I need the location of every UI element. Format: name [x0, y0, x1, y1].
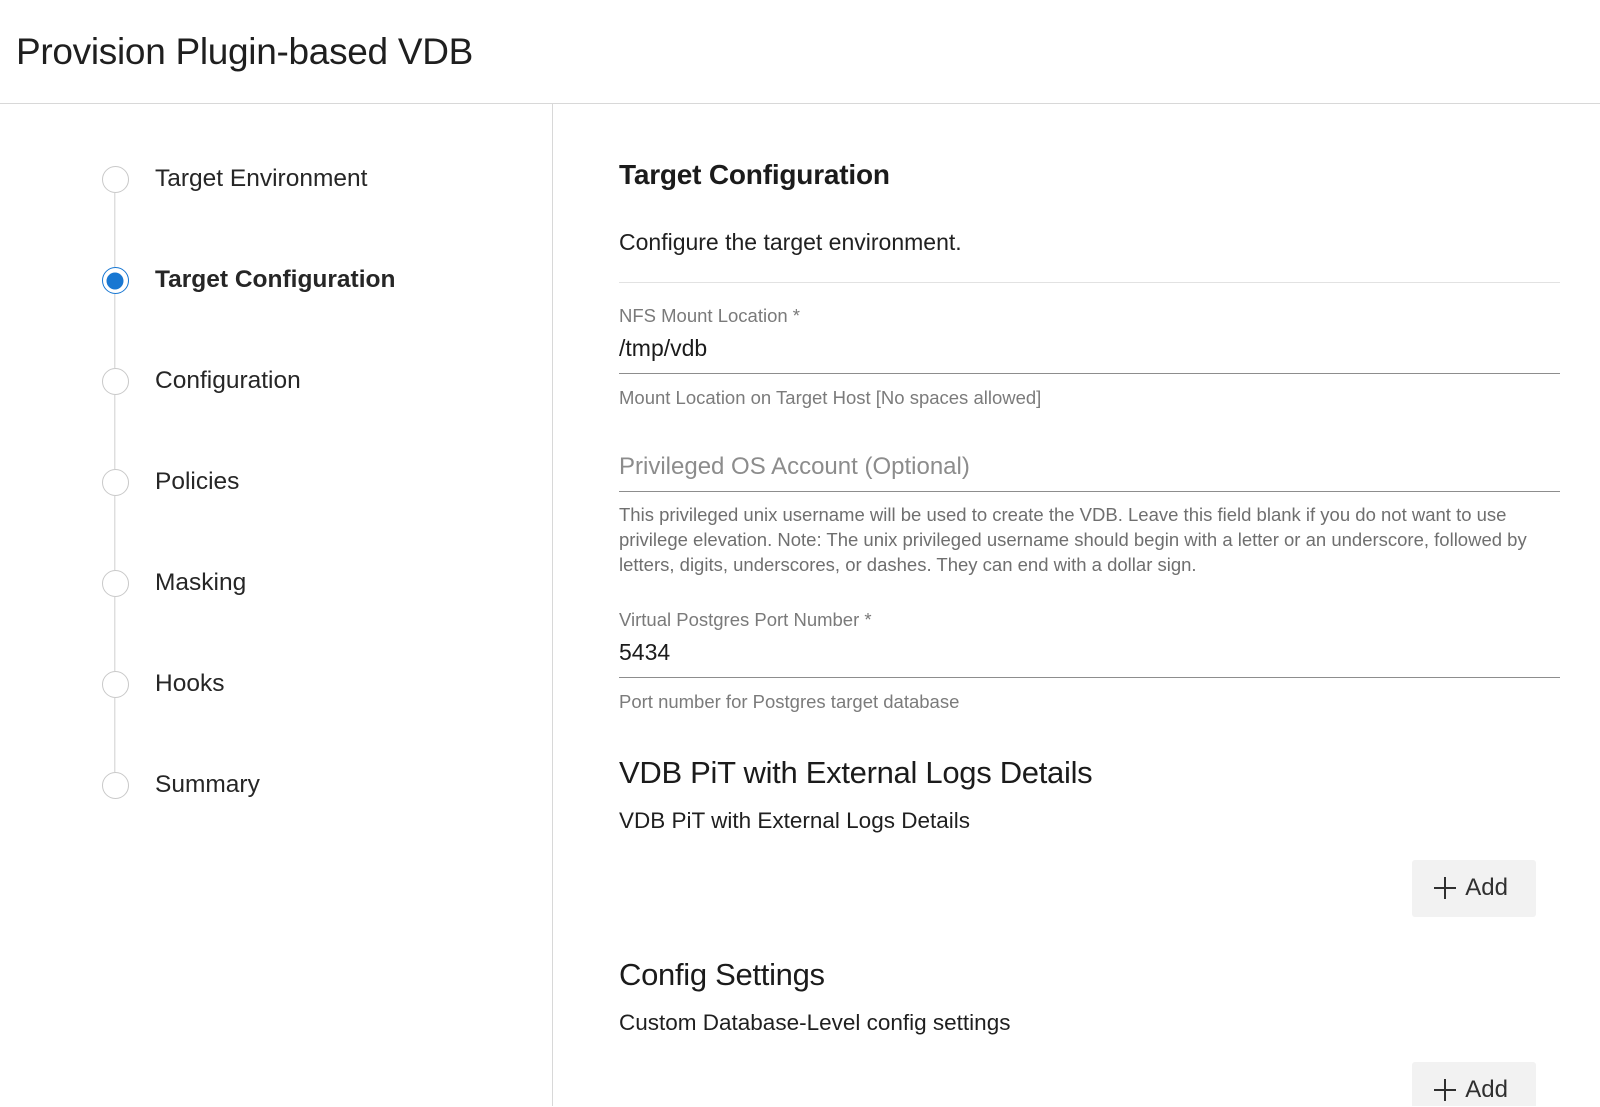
vdb-pit-external-logs-section [619, 755, 1560, 917]
vdb-pit-add-label: Add [1465, 874, 1508, 901]
sidebar-item-label: Target Configuration [155, 266, 396, 293]
step-marker [100, 469, 130, 496]
sidebar-item-summary[interactable] [100, 772, 552, 832]
step-connector [114, 193, 115, 267]
sidebar-item-masking[interactable] [100, 570, 552, 671]
main-panel [553, 104, 1600, 1106]
virtual-postgres-port-label: Virtual Postgres Port Number * [619, 609, 872, 630]
page-body [0, 104, 1600, 1106]
step-marker [100, 671, 130, 698]
nfs-mount-location-field [619, 305, 1560, 411]
sidebar-item-label: Configuration [155, 367, 301, 394]
config-settings-add-button[interactable] [1412, 1062, 1536, 1106]
sidebar-item-label: Policies [155, 468, 240, 495]
nfs-mount-location-hint: Mount Location on Target Host [No spaces allowed] [619, 387, 1042, 408]
step-circle-icon [102, 671, 129, 698]
step-circle-icon [102, 469, 129, 496]
step-marker [100, 267, 130, 294]
step-connector [114, 395, 115, 469]
step-connector [114, 294, 115, 368]
plus-icon [1434, 877, 1456, 899]
privileged-os-account-field [619, 453, 1560, 577]
config-settings-add-row [619, 1062, 1560, 1106]
step-circle-icon [102, 166, 129, 193]
config-settings-add-label: Add [1465, 1076, 1508, 1103]
step-circle-active-icon [102, 267, 129, 294]
step-marker [100, 570, 130, 597]
vdb-pit-heading: VDB PiT with External Logs Details [619, 755, 1093, 790]
section-description: Configure the target environment. [619, 229, 962, 255]
vdb-pit-add-row [619, 860, 1560, 917]
page-header [0, 0, 1600, 104]
wizard-sidebar [0, 104, 553, 1106]
step-circle-icon [102, 772, 129, 799]
step-circle-icon [102, 570, 129, 597]
section-title: Target Configuration [619, 159, 890, 190]
sidebar-item-target-environment[interactable] [100, 166, 552, 267]
sidebar-item-configuration[interactable] [100, 368, 552, 469]
config-settings-section [619, 957, 1560, 1106]
step-connector [114, 597, 115, 671]
nfs-mount-location-input[interactable] [619, 335, 1560, 374]
virtual-postgres-port-input[interactable] [619, 639, 1560, 678]
privileged-os-account-hint: This privileged unix username will be used to create the VDB. Leave this field blank if you do not want to use privilege elevation. Note: The unix privileged username should begin with a letter or an underscore, followed by letters, digits, underscores, or dashes. They can end with a dollar sign. [619, 504, 1527, 575]
divider [619, 282, 1560, 283]
step-circle-icon [102, 368, 129, 395]
sidebar-item-policies[interactable] [100, 469, 552, 570]
step-marker [100, 772, 130, 799]
sidebar-item-label: Summary [155, 771, 260, 798]
vdb-pit-description: VDB PiT with External Logs Details [619, 808, 970, 833]
nfs-mount-location-label: NFS Mount Location * [619, 305, 800, 326]
sidebar-item-target-configuration[interactable] [100, 267, 552, 368]
sidebar-item-hooks[interactable] [100, 671, 552, 772]
privileged-os-account-input[interactable] [619, 453, 1560, 492]
page-title: Provision Plugin-based VDB [16, 30, 473, 72]
step-marker [100, 166, 130, 193]
step-marker [100, 368, 130, 395]
config-settings-heading: Config Settings [619, 957, 825, 992]
vdb-pit-add-button[interactable] [1412, 860, 1536, 917]
virtual-postgres-port-hint: Port number for Postgres target database [619, 691, 960, 712]
step-connector [114, 698, 115, 772]
sidebar-item-label: Target Environment [155, 165, 368, 192]
step-connector [114, 496, 115, 570]
plus-icon [1434, 1079, 1456, 1101]
virtual-postgres-port-field [619, 609, 1560, 715]
sidebar-item-label: Masking [155, 569, 247, 596]
sidebar-item-label: Hooks [155, 670, 225, 697]
wizard-stepper [100, 166, 552, 832]
config-settings-description: Custom Database-Level config settings [619, 1010, 1011, 1035]
